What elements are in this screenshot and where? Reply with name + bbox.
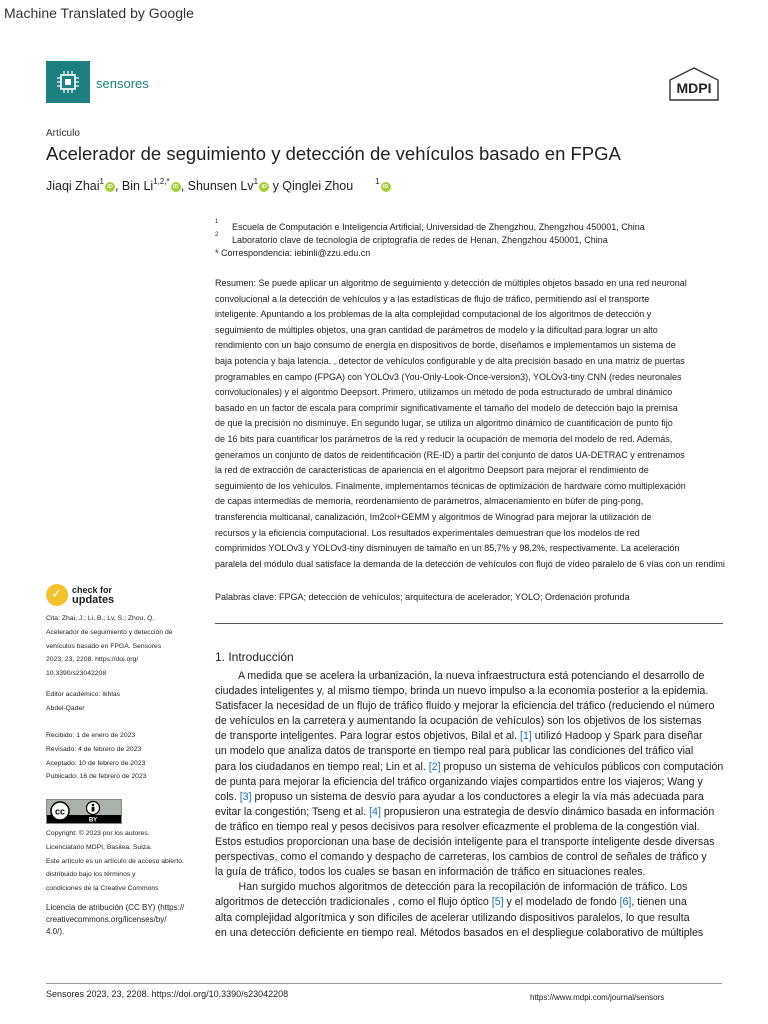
footer-journal-url[interactable]: https://www.mdpi.com/journal/sensors [530, 993, 665, 1002]
intro-text: cols. [215, 790, 240, 803]
intro-text: un modelo que analiza datos de transporte en tiempo real para publicar las condiciones del tráfico vial [215, 745, 694, 758]
orcid-icon[interactable]: iD [259, 182, 269, 192]
author-separator: , [180, 179, 188, 193]
citation-link[interactable]: [3] [239, 790, 252, 803]
citation-link[interactable]: [6] [619, 896, 632, 909]
sensors-journal-icon[interactable] [46, 61, 90, 103]
intro-line [215, 820, 735, 835]
check-for-updates-badge[interactable] [46, 584, 114, 606]
citation-line: 2023, 23, 2208. https://doi.org/ [46, 656, 139, 664]
intro-text: propuso un sistema de vehículos públicos con computación [440, 760, 724, 773]
license-notice[interactable] [46, 902, 184, 938]
intro-line [215, 895, 735, 910]
intro-line [215, 744, 735, 759]
intro-body [215, 669, 735, 941]
correspondence: * Correspondencia: iebinli@zzu.edu.cn [215, 248, 371, 258]
intro-text: , tienen una [631, 896, 687, 909]
mdpi-logo-text: MDPI [676, 80, 712, 96]
abstract-line: baja potencia y baja latencia. , detector de vehículos configurable y de alta precisión basado en una matriz de puertas [215, 355, 685, 366]
cc-text: cc [54, 806, 66, 817]
citation-link[interactable]: [4] [369, 805, 381, 818]
affiliation-number: 1 [215, 219, 219, 225]
cc-logo-graphic [47, 800, 121, 823]
intro-text: algoritmos de detección tradicionales , como el flujo óptico [215, 896, 492, 909]
mdpi-logo[interactable] [668, 67, 720, 106]
intro-line [215, 911, 735, 926]
intro-text: ciudades inteligentes y, al mismo tiempo, brinda un nuevo impulso a la economía posterior a la epidemia. [215, 685, 709, 698]
abstract-line: comprimidos YOLOv3 y YOLOv3-tiny disminuyen de tamaño en un 85,7% y 98,2%, respectivamente. La aceleración [215, 543, 680, 554]
abstract-line: de capas intermedias de memoria, reordenamiento de parámetros, almacenamiento en búfer de ping-pong, [215, 496, 644, 507]
by-text: BY [88, 817, 98, 823]
intro-text: de vehículos en la carretera y aumentando la ocupación de vehículos) son los objetivos de los sistemas [215, 715, 702, 728]
author-name[interactable]: Jiaqi Zhai [46, 179, 100, 193]
intro-line [215, 669, 735, 684]
orcid-icon[interactable]: iD [171, 182, 181, 192]
citation-line: vehículos basado en FPGA. Sensores [46, 642, 162, 650]
date-line: Revisado: 4 de febrero de 2023 [46, 745, 142, 753]
copyright-line: Este artículo es un artículo de acceso abierto. [46, 857, 184, 865]
intro-text: evitar la congestión; Tseng et al. [215, 805, 370, 818]
abstract-line: convolucionales) y el algoritmo Deepsort. Primero, utilizamos un método de poda estructurado de umbral dinámico [215, 387, 673, 398]
intro-text: y el modelado de fondo [503, 896, 620, 909]
intro-text: propusieron una estrategia de desvío dinámico basada en información [380, 805, 715, 818]
mdpi-logo-icon [668, 67, 720, 101]
abstract-line: paralela del módulo dual satisface la demanda de la detección de vehículos con flujo de vídeo paralelo de 6 vías con un rendimi [215, 558, 725, 569]
machine-translation-banner: Machine Translated by Google [4, 5, 194, 21]
intro-text: propuso un sistema de desvío para ayudar a los conductores a elegir la vía más adecuada para [251, 790, 704, 803]
intro-text: A medida que se acelera la urbanización, la nueva infraestructura está potenciando el desarrollo de [215, 670, 705, 682]
journal-name[interactable]: sensores [96, 76, 149, 91]
intro-text: perspectivas, como el comando y despacho de carreteras, los cambios de control de señales de tráfico y [215, 851, 707, 864]
copyright-notice [46, 827, 184, 896]
editor-line: Abdel-Qader [46, 704, 85, 712]
intro-text: en una detección deficiente en tiempo real. Métodos basados en el despliegue colaborativo de múltiples [215, 926, 704, 939]
abstract-line: convolucional a la detección de vehículos y a las estadísticas de flujo de tráfico, permitiendo así el transporte [215, 293, 650, 304]
copyright-line: condiciones de la Creative Commons [46, 885, 159, 893]
publication-dates [46, 729, 147, 784]
citation-link[interactable]: [2] [428, 760, 441, 773]
abstract-line: seguimiento de múltiples objetos, una gran cantidad de parámetros de modelo y la dificultad para lograr un alto [215, 324, 658, 335]
abstract [215, 276, 768, 572]
affiliation-marker: 1,2,* [153, 177, 170, 186]
citation-line: Acelerador de seguimiento y detección de [46, 628, 173, 636]
chip-icon [55, 69, 81, 95]
citation-block [46, 612, 173, 681]
abstract-line: programables en campo (FPGA) con YOLOv3 (You-Only-Look-Once-version3), YOLOv3-tiny CNN (redes neuronales [215, 371, 682, 382]
abstract-line: rendimiento con un bajo consumo de energía en dispositivos de borde, diseñamos e implementamos un sistema de [215, 340, 676, 351]
abstract-line: basado en un factor de escala para comprimir significativamente el tamaño del modelo de detección bajo la premisa [215, 402, 678, 413]
author-name[interactable]: Shunsen Lv [187, 179, 254, 193]
abstract-line: transferencia multicanal, canalización, Im2col+GEMM y algoritmos de Winograd para mejorar la utilización de [215, 511, 652, 522]
intro-line [215, 699, 735, 714]
license-line: Licencia de atribución (CC BY) (https:// [46, 903, 185, 912]
intro-text: alta complejidad algorítmica y son difíciles de acelerar utilizando dispositivos paralelos, lo que resulta [215, 911, 690, 924]
abstract-line: Resumen: Se puede aplicar un algoritmo de seguimiento y detección de múltiples objetos basado en una red neuronal [215, 278, 687, 288]
citation-link[interactable]: [1] [520, 730, 532, 743]
intro-line [215, 790, 735, 805]
affiliation-number: 2 [215, 232, 219, 238]
author-separator: y [269, 179, 283, 193]
footer-divider [46, 983, 722, 984]
intro-text: la guía de tráfico, todos los cuales se basan en información de tráfico en situaciones reales. [215, 866, 646, 879]
intro-line [215, 835, 735, 850]
cc-by-license-icon[interactable] [46, 799, 122, 824]
affiliation-text: Laboratorio clave de tecnología de criptografía de redes de Henan, Zhengzhou 450001, China [232, 235, 608, 245]
intro-line [215, 760, 735, 775]
copyright-line: distribuido bajo los términos y [46, 871, 136, 879]
intro-text: para los ciudadanos en tiempo real; Lin et al. [215, 760, 429, 773]
affiliation-marker: 1 [99, 177, 104, 186]
license-line: creativecommons.org/licenses/by/ [46, 915, 167, 924]
intro-text: de tráfico en tiempo real y pesos decisivos para resolver eficazmente el problema de la congestión vial. [215, 820, 700, 833]
intro-text: Estos estudios proporcionan una base de decisión inteligente para el transporte inteligente desde diversas [215, 836, 715, 849]
keywords: Palabras clave: FPGA; detección de vehículos; arquitectura de acelerador; YOLO; Ordenación profunda [215, 592, 630, 602]
intro-text: utilizó Hadoop y Spark para diseñar [531, 730, 703, 743]
orcid-icon[interactable]: iD [105, 182, 115, 192]
abstract-line: generamos un conjunto de datos de reidentificación (RE-ID) a partir del conjunto de datos UA-DETRAC y entrenamos [215, 449, 685, 460]
footer-citation: Sensores 2023, 23, 2208. https://doi.org/10.3390/s23042208 [46, 989, 289, 999]
section-heading: 1. Introducción [215, 650, 294, 664]
citation-line: Cita: Zhai, J.; Li, B.; Lv, S.; Zhou, Q. [46, 615, 155, 622]
academic-editor [46, 688, 120, 716]
check-for-label: check for [72, 585, 113, 595]
intro-text: Satisfacer la necesidad de un flujo de tráfico fluido y mejorar la eficiencia del tráfico (reduciendo el número [215, 700, 715, 713]
intro-line [215, 775, 735, 790]
abstract-line: la red de extracción de características de apariencia en el algoritmo Deepsort para mejorar el rendimiento de [215, 465, 649, 476]
orcid-icon[interactable]: iD [381, 182, 391, 192]
affiliation-marker: 1 [375, 177, 380, 186]
paper-title: Acelerador de seguimiento y detección de vehículos basado en FPGA [46, 143, 621, 164]
intro-line [215, 805, 735, 820]
section-divider [215, 623, 723, 624]
abstract-line: seguimiento de los vehículos. Finalmente, implementamos técnicas de optimización de hardware como multiplexación [215, 480, 686, 491]
check-icon: ✓ [46, 584, 68, 606]
abstract-line: de 16 bits para cuantificar los parámetros de la red y reducir la ocupación de memoria del modelo de red. Además, [215, 433, 673, 444]
intro-line [215, 880, 735, 895]
date-line: Aceptado: 10 de febrero de 2023 [46, 759, 146, 767]
affiliation [215, 219, 645, 232]
abstract-line: de que la precisión no disminuye. En segundo lugar, se utiliza un algoritmo dinámico de cuantificación de punto fijo [215, 418, 673, 429]
updates-label: updates [72, 594, 115, 606]
date-line: Recibido: 1 de enero de 2023 [46, 732, 136, 739]
citation-line: 10.3390/s23042208 [46, 670, 107, 678]
intro-line [215, 865, 735, 880]
intro-line [215, 729, 735, 744]
citation-link[interactable]: [5] [491, 896, 504, 909]
author-name[interactable]: Qinglei Zhou [282, 179, 354, 193]
intro-text: de punta para mejorar la eficiencia del tráfico organizando viajes compartidos entre los viajeros; Wang y [215, 775, 703, 788]
affiliation [215, 232, 608, 245]
intro-line [215, 684, 735, 699]
copyright-line: Copyright: © 2023 por los autores. [46, 830, 150, 837]
license-line: 4.0/). [46, 927, 65, 936]
abstract-line: inteligente. Apuntando a los problemas de la alta complejidad computacional de los algoritmos de detección y [215, 309, 652, 320]
intro-text: de transporte inteligentes. Para lograr estos objetivos, Bilal et al. [215, 730, 521, 743]
abstract-line: recursos y la eficiencia computacional. Los resultados experimentales demuestran que los modelos de red [215, 527, 640, 538]
intro-line [215, 850, 735, 865]
intro-line [215, 926, 735, 941]
author-separator: , [114, 179, 122, 193]
affiliation-marker: 1 [253, 177, 259, 186]
article-type: Artículo [46, 128, 80, 139]
date-line: Publicado: 16 de febrero de 2023 [46, 773, 147, 781]
intro-text: Han surgido muchos algoritmos de detección para la recopilación de información de tráfico. Los [215, 881, 688, 894]
intro-line [215, 714, 735, 729]
author-name[interactable]: Bin Li [121, 179, 154, 193]
affiliation-text: Escuela de Computación e Inteligencia Artificial, Universidad de Zhengzhou, Zhengzhou 450001, China [232, 222, 645, 232]
editor-line: Editor académico: Ikhlas [46, 691, 121, 698]
author-list [46, 179, 466, 201]
copyright-line: Licenciatario MDPI, Basilea, Suiza. [46, 843, 152, 851]
